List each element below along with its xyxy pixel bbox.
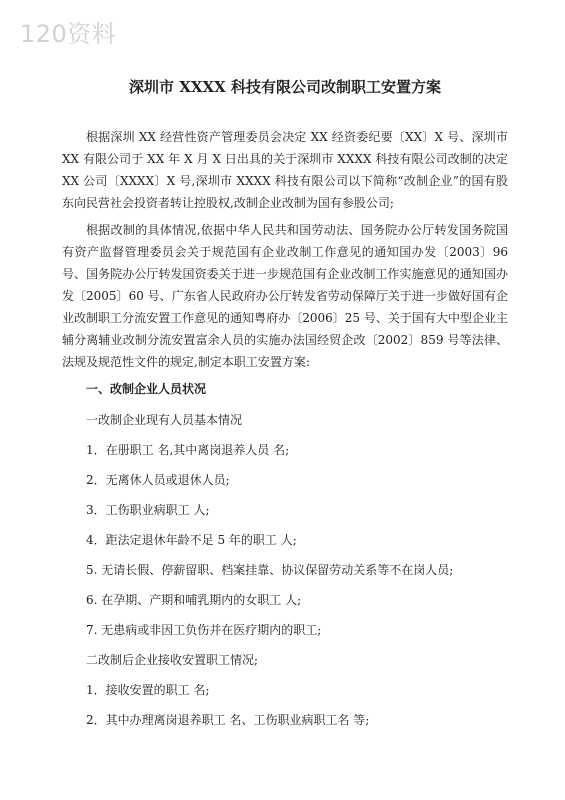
paragraph-legal-basis: 根据改制的具体情况,依据中华人民共和国劳动法、国务院办公厅转发国务院国有资产监督管理委员会关于规范国有企业改制工作意见的通知国办发〔2003〕96 号、国务院办公厅转发国资委关于进一步规范国有企业改制工作实施意见的通知国办发〔2005〕60 号、广东省人民政府办公厅转发省劳动保障厅关于进一步做好国有企业改制职工分流安置工作意见的通知粤府办〔2006〕25 号、关于国有大中型企业主辅分离辅业改制分流安置富余人员的实施办法国经贸企改〔2002〕859 号等法律、法规及规范性文件的规定,制定本职工安置方案: bbox=[62, 223, 508, 369]
list-item: 7. 无患病或非因工负伤并在医疗期内的职工; bbox=[86, 623, 322, 637]
paragraph-decision: 根据深圳 XX 经营性资产管理委员会决定 XX 经资委纪要〔XX〕X 号、深圳市 XX 有限公司于 XX 年 X 月 X 日出具的关于深圳市 XXXX 科技有限公司改制的决定 XX 公司〔XXXX〕X 号,深圳市 XXXX 科技有限公司以下简称“改制企业”的国有股东向民营社会投资者转让控股权,改制企业改制为国有参股公司; bbox=[62, 130, 508, 210]
list-item: 2．其中办理离岗退养职工 名、工伤职业病职工名 等; bbox=[86, 713, 370, 727]
list-item: 2．无离休人员或退休人员; bbox=[86, 473, 230, 487]
list-item: 1．在册职工 名,其中离岗退养人员 名; bbox=[86, 443, 290, 457]
list-item: 1．接收安置的职工 名; bbox=[86, 683, 210, 697]
document-page bbox=[62, 76, 508, 739]
subsection-heading: 一改制企业现有人员基本情况 bbox=[86, 413, 243, 427]
section-heading: 一、改制企业人员状况 bbox=[86, 382, 207, 396]
subsection-heading: 二改制后企业接收安置职工情况; bbox=[86, 653, 259, 667]
list-item: 4．距法定退休年龄不足 5 年的职工 人; bbox=[86, 533, 297, 547]
list-item: 5. 无请长假、停薪留职、档案挂靠、协议保留劳动关系等不在岗人员; bbox=[86, 563, 454, 577]
document-title: 深圳市 XXXX 科技有限公司改制职工安置方案 bbox=[129, 78, 441, 96]
list-item: 6. 在孕期、产期和哺乳期内的女职工 人; bbox=[86, 593, 302, 607]
watermark: 120资料 bbox=[20, 20, 117, 48]
list-item: 3．工伤职业病职工 人; bbox=[86, 503, 210, 517]
